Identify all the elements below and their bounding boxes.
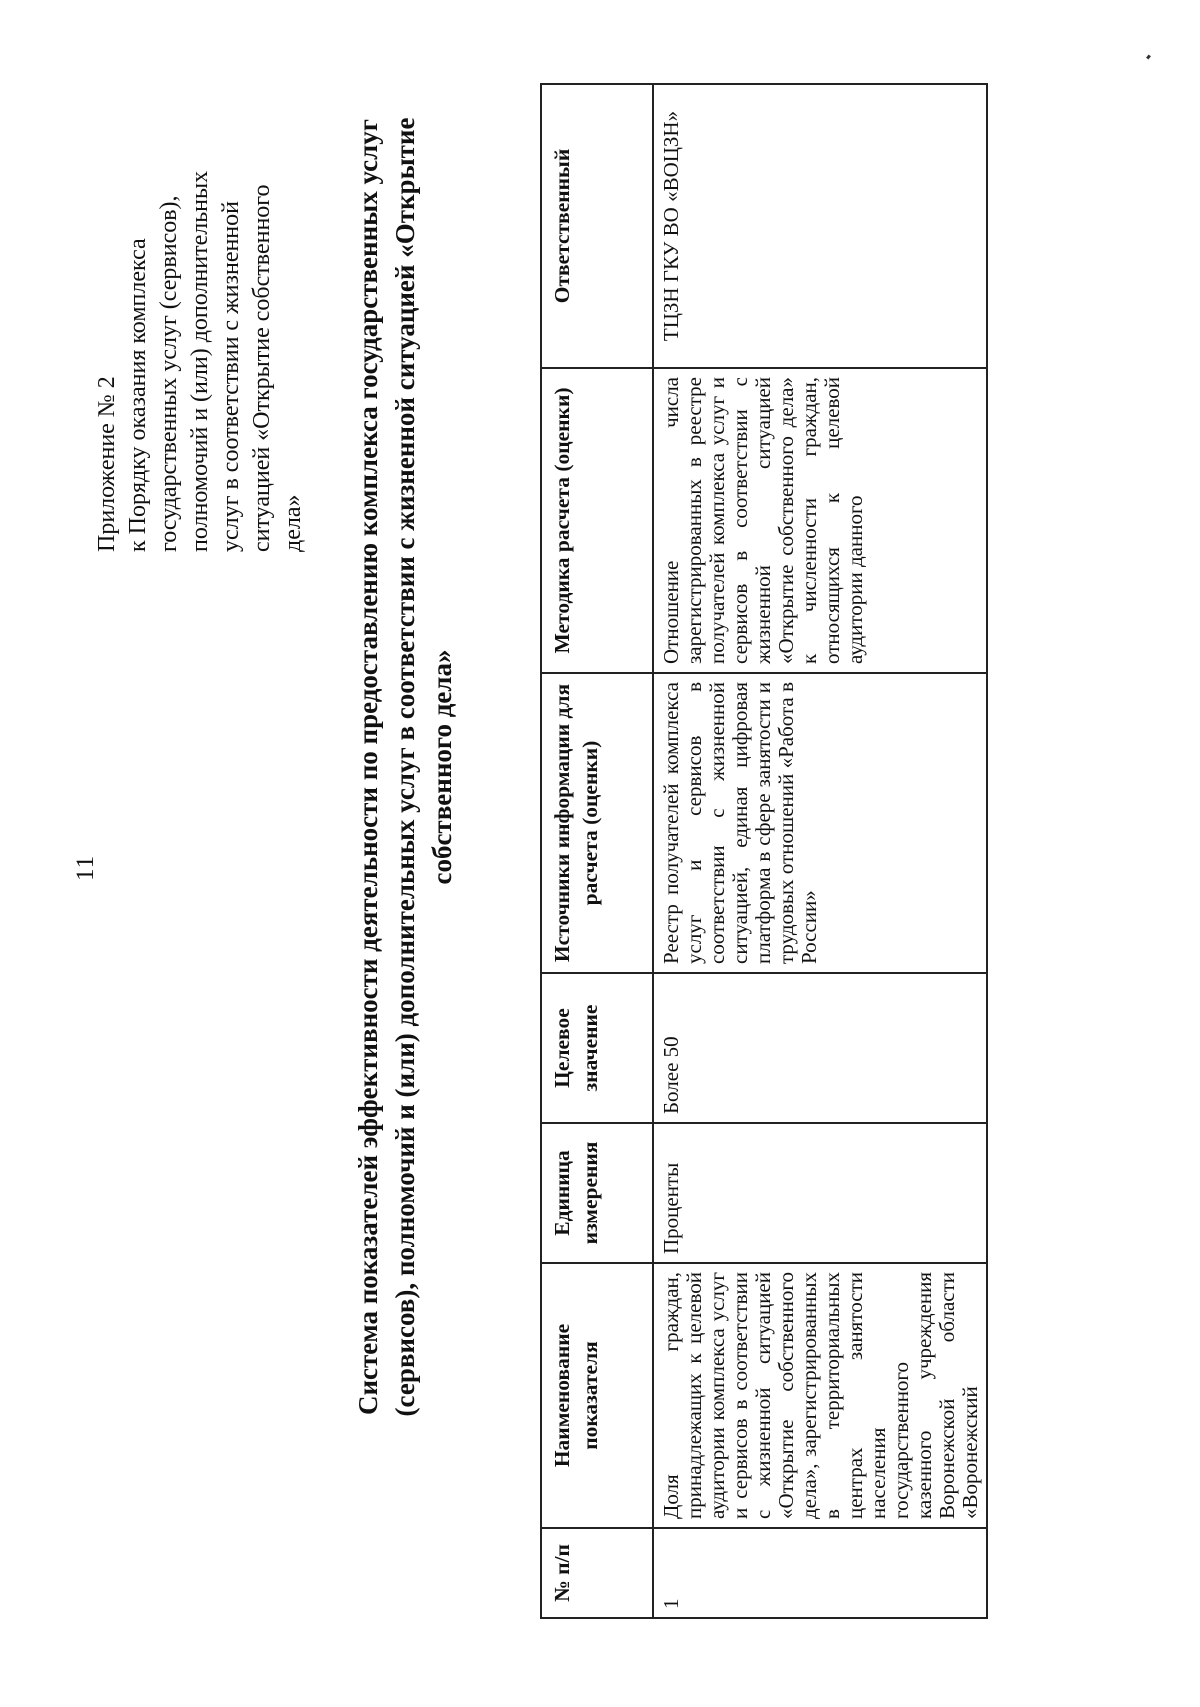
table-row	[653, 84, 987, 1618]
header-method: Методика расчета (оценки)	[541, 368, 653, 673]
header-indicator-name: Наименование показателя	[541, 1263, 653, 1528]
appendix-line: к Порядку оказания комплекса	[125, 238, 151, 552]
cell-unit: Проценты	[653, 1123, 987, 1263]
title-line: (сервисов), полномочий и (или) дополнительных услуг в соответствии с жизненной ситуацией «Открытие	[390, 117, 420, 1417]
page-number: 11	[72, 854, 99, 881]
appendix-line: Приложение № 2	[94, 376, 120, 552]
appendix-line: полномочий и (или) дополнительных	[187, 170, 213, 552]
cell-responsible: ТЦЗН ГКУ ВО «ВОЦЗН»	[653, 84, 987, 368]
cell-method: Отношение числа зарегистрированных в реестре получателей комплекса услуг и сервисов в соответствии с жизненной ситуацией «Открытие собственного дела» к численности граждан, относящихся к целевой аудитории данного	[653, 368, 987, 673]
header-responsible: Ответственный	[541, 84, 653, 368]
cell-sources: Реестр получателей комплекса услуг и сервисов в соответствии с жизненной ситуацией, единая цифровая платформа в сфере занятости и трудовых отношений «Работа в России»	[653, 673, 987, 973]
cell-target-value: Более 50	[653, 973, 987, 1123]
header-target-value: Целевое значение	[541, 973, 653, 1123]
appendix-line: услуг в соответствии с жизненной	[218, 201, 244, 552]
indicators-table	[540, 83, 988, 1619]
appendix-line: ситуацией «Открытие собственного	[249, 184, 275, 552]
appendix-line: дела»	[280, 494, 306, 552]
title-line: собственного дела»	[427, 649, 457, 885]
scan-speck	[1146, 55, 1151, 60]
document-title	[350, 77, 461, 1457]
title-line: Система показателей эффективности деятельности по предоставлению комплекса государственных услуг	[353, 118, 383, 1416]
header-number: № п/п	[541, 1528, 653, 1618]
header-sources: Источники информации для расчета (оценки)	[541, 673, 653, 973]
cell-number: 1	[653, 1528, 987, 1618]
cell-indicator-name: Доля граждан, принадлежащих к целевой аудитории комплекса услуг и сервисов в соответствии с жизненной ситуацией «Открытие собственного дела», зарегистрированных в территориальных центрах занятости населения государственного казенного учреждения Воронежской области «Воронежский	[653, 1263, 987, 1528]
appendix-line: государственных услуг (сервисов),	[156, 195, 182, 552]
header-unit: Единица измерения	[541, 1123, 653, 1263]
appendix-note	[92, 72, 309, 552]
table-header-row	[541, 84, 653, 1618]
